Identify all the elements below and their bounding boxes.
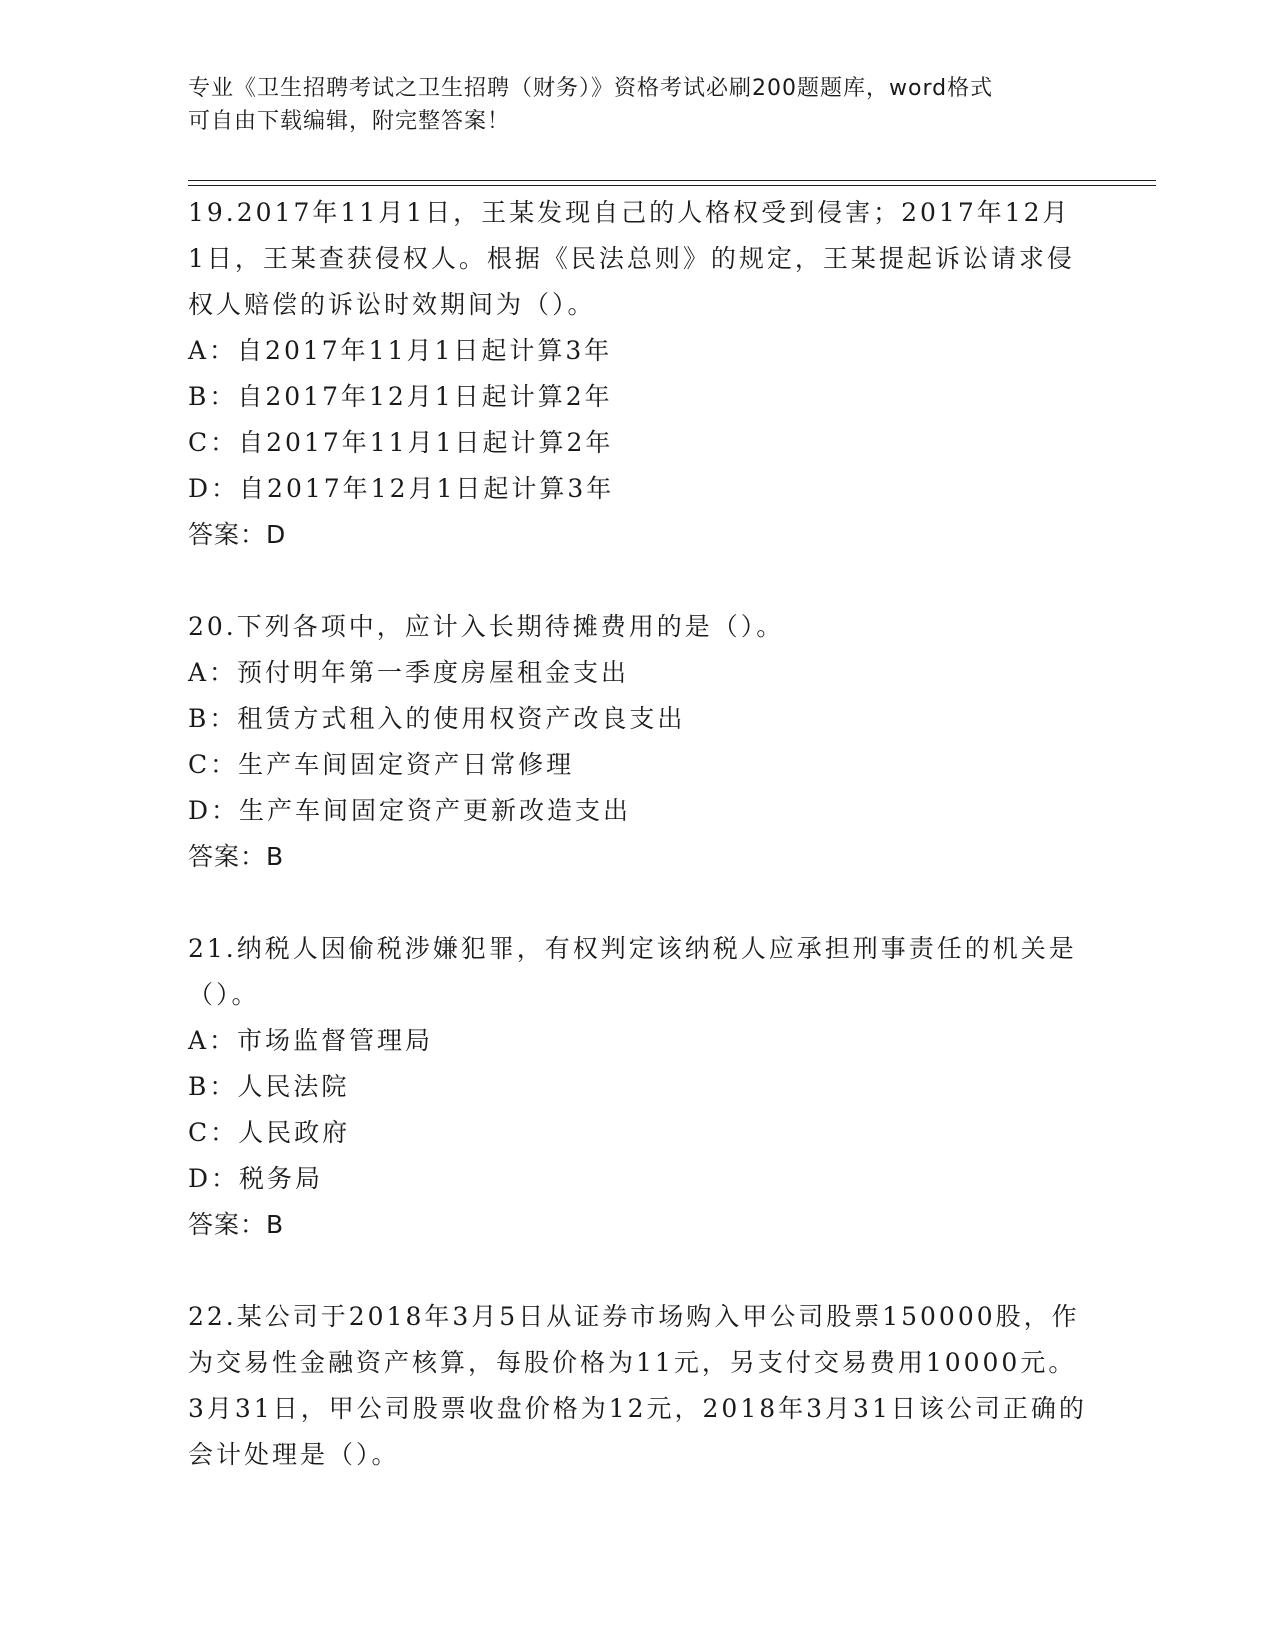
question-21	[188, 926, 1088, 1248]
option-b: B：人民法院	[188, 1072, 350, 1101]
header-divider-bottom	[188, 185, 1156, 186]
option-b: B：租赁方式租入的使用权资产改良支出	[188, 704, 686, 733]
option-c: C：生产车间固定资产日常修理	[188, 750, 575, 779]
option-d: D：自2017年12月1日起计算3年	[188, 474, 615, 503]
question-text: 19.2017年11月1日，王某发现自己的人格权受到侵害；2017年12月1日，王某查获侵权人。根据《民法总则》的规定，王某提起诉讼请求侵权人赔偿的诉讼时效期间为（）。	[188, 198, 1075, 319]
option-c: C：自2017年11月1日起计算2年	[188, 428, 614, 457]
question-list	[188, 190, 1088, 1524]
option-a: A：市场监督管理局	[188, 1026, 434, 1055]
header-divider-top	[188, 180, 1156, 181]
option-d: D：生产车间固定资产更新改造支出	[188, 796, 632, 825]
option-b: B：自2017年12月1日起计算2年	[188, 382, 613, 411]
question-20	[188, 604, 1088, 880]
header-line-1: 专业《卫生招聘考试之卫生招聘（财务）》资格考试必刷200题题库，word格式	[188, 76, 994, 101]
question-text: 21.纳税人因偷税涉嫌犯罪，有权判定该纳税人应承担刑事责任的机关是（）。	[188, 934, 1077, 1009]
header-line-2: 可自由下载编辑，附完整答案！	[188, 109, 511, 134]
answer: 答案：D	[188, 520, 287, 549]
option-a: A：自2017年11月1日起计算3年	[188, 336, 613, 365]
question-22	[188, 1294, 1088, 1478]
document-header	[188, 72, 1068, 138]
option-d: D：税务局	[188, 1164, 324, 1193]
answer: 答案：B	[188, 842, 285, 871]
question-text: 22.某公司于2018年3月5日从证券市场购入甲公司股票150000股，作为交易性金融资产核算，每股价格为11元，另支付交易费用10000元。3月31日，甲公司股票收盘价格为12元，2018年3月31日该公司正确的会计处理是（）。	[188, 1302, 1087, 1469]
answer: 答案：B	[188, 1210, 285, 1239]
option-a: A：预付明年第一季度房屋租金支出	[188, 658, 630, 687]
question-text: 20.下列各项中，应计入长期待摊费用的是（）。	[188, 612, 785, 641]
option-c: C：人民政府	[188, 1118, 351, 1147]
question-19	[188, 190, 1088, 558]
